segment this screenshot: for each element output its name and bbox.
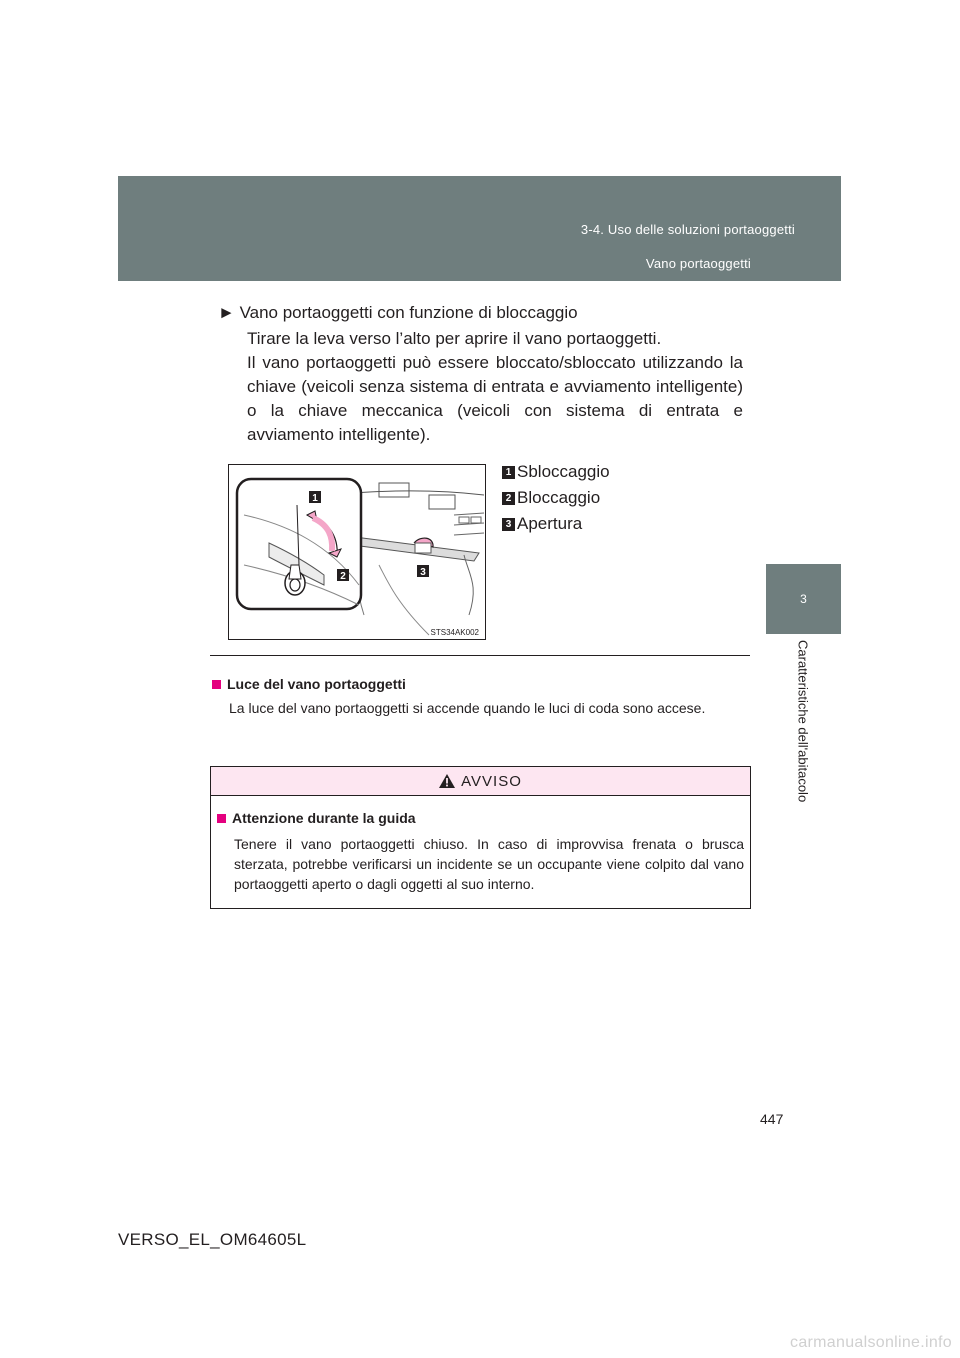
warning-body: Tenere il vano portaoggetti chiuso. In caso di improvvisa frenata o brusca sterzata, potrebbe verificarsi un incidente se un occupante viene colpito dal vano portaoggetti aperto o dagli oggetti al suo interno. [234, 836, 744, 892]
legend-item-unlock [502, 459, 610, 485]
subsection-title: Vano portaoggetti [645, 256, 751, 271]
legend-item-lock [502, 485, 610, 511]
document-code: VERSO_EL_OM64605L [118, 1230, 307, 1249]
glovebox-drawing [229, 465, 485, 639]
warning-box [210, 766, 751, 909]
warning-header [211, 767, 750, 796]
triangle-right-icon: ► [218, 303, 235, 322]
square-bullet-icon [217, 814, 226, 823]
figure-code: STS34AK002 [430, 628, 479, 637]
square-bullet-icon [212, 680, 221, 689]
bullet-heading-text: Vano portaoggetti con funzione di bloccaggio [239, 303, 578, 322]
glovebox-illustration [228, 464, 486, 640]
svg-text:1: 1 [312, 493, 318, 504]
note-glovebox-light [212, 676, 746, 718]
legend-label: Sbloccaggio [517, 462, 610, 481]
warning-label: AVVISO [461, 772, 522, 790]
chapter-number: 3 [800, 592, 807, 606]
warning-content [211, 796, 750, 894]
figure-legend [502, 459, 610, 537]
legend-number: 3 [502, 518, 515, 531]
callout-3 [417, 565, 429, 578]
callout-1 [309, 491, 321, 504]
note-heading [212, 676, 746, 692]
note-heading-text: Luce del vano portaoggetti [227, 676, 406, 692]
legend-number: 1 [502, 466, 515, 479]
svg-text:2: 2 [340, 571, 346, 582]
chapter-label: Caratteristiche dell'abitacolo [795, 640, 811, 803]
instruction-open: Tirare la leva verso l’alto per aprire il vano portaoggetti. [247, 329, 662, 348]
watermark: carmanualsonline.info [790, 1334, 952, 1351]
page-number: 447 [760, 1111, 784, 1127]
callout-2 [337, 569, 349, 582]
bullet-heading [218, 303, 578, 323]
legend-number: 2 [502, 492, 515, 505]
instructions [247, 327, 743, 447]
instruction-lock: Il vano portaoggetti può essere bloccato/sbloccato utilizzando la chiave (veicoli senza sistema di entrata e avviamento intelligente) o la chiave meccanica (veicoli con sistema di entrata e avviamento intelligente). [247, 353, 743, 444]
section-title: 3-4. Uso delle soluzioni portaoggetti [580, 222, 795, 237]
note-body: La luce del vano portaoggetti si accende quando le luci di coda sono accese. [229, 700, 706, 716]
warning-heading-text: Attenzione durante la guida [232, 810, 416, 826]
section-divider [210, 655, 750, 656]
warning-heading [217, 810, 744, 826]
legend-item-open [502, 511, 610, 537]
legend-label: Bloccaggio [517, 488, 601, 507]
warning-triangle-icon [439, 774, 455, 788]
svg-text:3: 3 [420, 567, 426, 578]
legend-label: Apertura [517, 514, 583, 533]
